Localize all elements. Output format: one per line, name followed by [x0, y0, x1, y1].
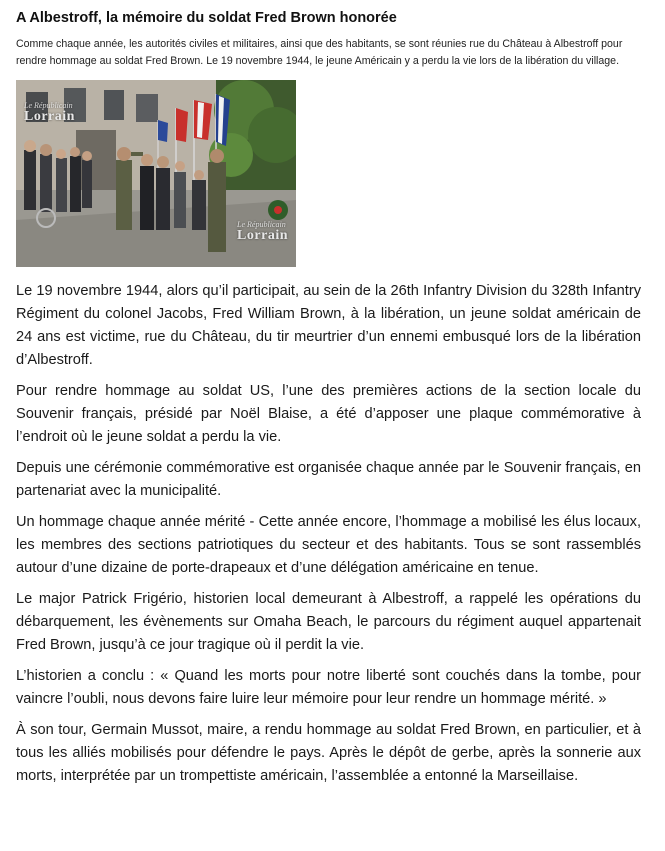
- watermark-top-left: [24, 102, 75, 124]
- article-paragraph: Un hommage chaque année mérité - Cette année encore, l’hommage a mobilisé les élus locaux, les membres des sections patriotiques du secteur et des habitants. Tous se sont rassemblés autour d’une dizaine de porte-drapeaux et d’une délégation américaine en tenue.: [16, 514, 641, 576]
- article-photo[interactable]: [16, 80, 296, 267]
- article-paragraph: Le major Patrick Frigério, historien local demeurant à Albestroff, a rappelé les opérations du débarquement, les évènements sur Omaha Beach, le parcours du régiment auquel appartenait Fred Brown, jusqu’à ce jour tragique où il perdit la vie.: [16, 591, 641, 653]
- watermark-bottom-right: [237, 221, 288, 243]
- watermark-big: Lorrain: [237, 228, 288, 243]
- watermark-big: Lorrain: [24, 109, 75, 124]
- article-paragraph: L’historien a conclu : « Quand les morts pour notre liberté sont couchés dans la tombe, pour vaincre l’oubli, nous devons faire luire leur mémoire pour leur rendre un hommage mérité. »: [16, 668, 641, 707]
- article-body: [16, 280, 641, 788]
- article-paragraph: Depuis une cérémonie commémorative est organisée chaque année par le Souvenir français, en partenariat avec la municipalité.: [16, 460, 641, 499]
- article: [16, 0, 641, 796]
- article-paragraph: À son tour, Germain Mussot, maire, a rendu hommage au soldat Fred Brown, en particulier, et à tous les alliés mobilisés pour défendre le pays. Après le dépôt de gerbe, après la sonnerie aux morts, interprétée par un trompettiste américain, l’assemblée a entonné la Marseillaise.: [16, 722, 641, 784]
- watermark-small: Le Républicain: [237, 220, 286, 229]
- article-paragraph: Le 19 novembre 1944, alors qu’il participait, au sein de la 26th Infantry Division du 328th Infantry Régiment du colonel Jacobs, Fred William Brown, à la libération, un jeune soldat américain de 24 ans est victime, rue du Château, du tir meurtrier d’un ennemi embusqué lors de la libération d’Albestroff.: [16, 283, 641, 368]
- article-title: A Albestroff, la mémoire du soldat Fred Brown honorée: [16, 10, 397, 26]
- article-lede: Comme chaque année, les autorités civiles et militaires, ainsi que des habitants, se sont réunies rue du Château à Albestroff pour rendre hommage au soldat Fred Brown. Le 19 novembre 1944, le jeune Américain y a perdu la vie lors de la libération du village.: [16, 38, 623, 67]
- article-paragraph: Pour rendre hommage au soldat US, l’une des premières actions de la section locale du Souvenir français, présidé par Noël Blaise, a été d’apposer une plaque commémorative à l’endroit où le jeune soldat a perdu la vie.: [16, 383, 641, 445]
- watermark-small: Le Républicain: [24, 101, 73, 110]
